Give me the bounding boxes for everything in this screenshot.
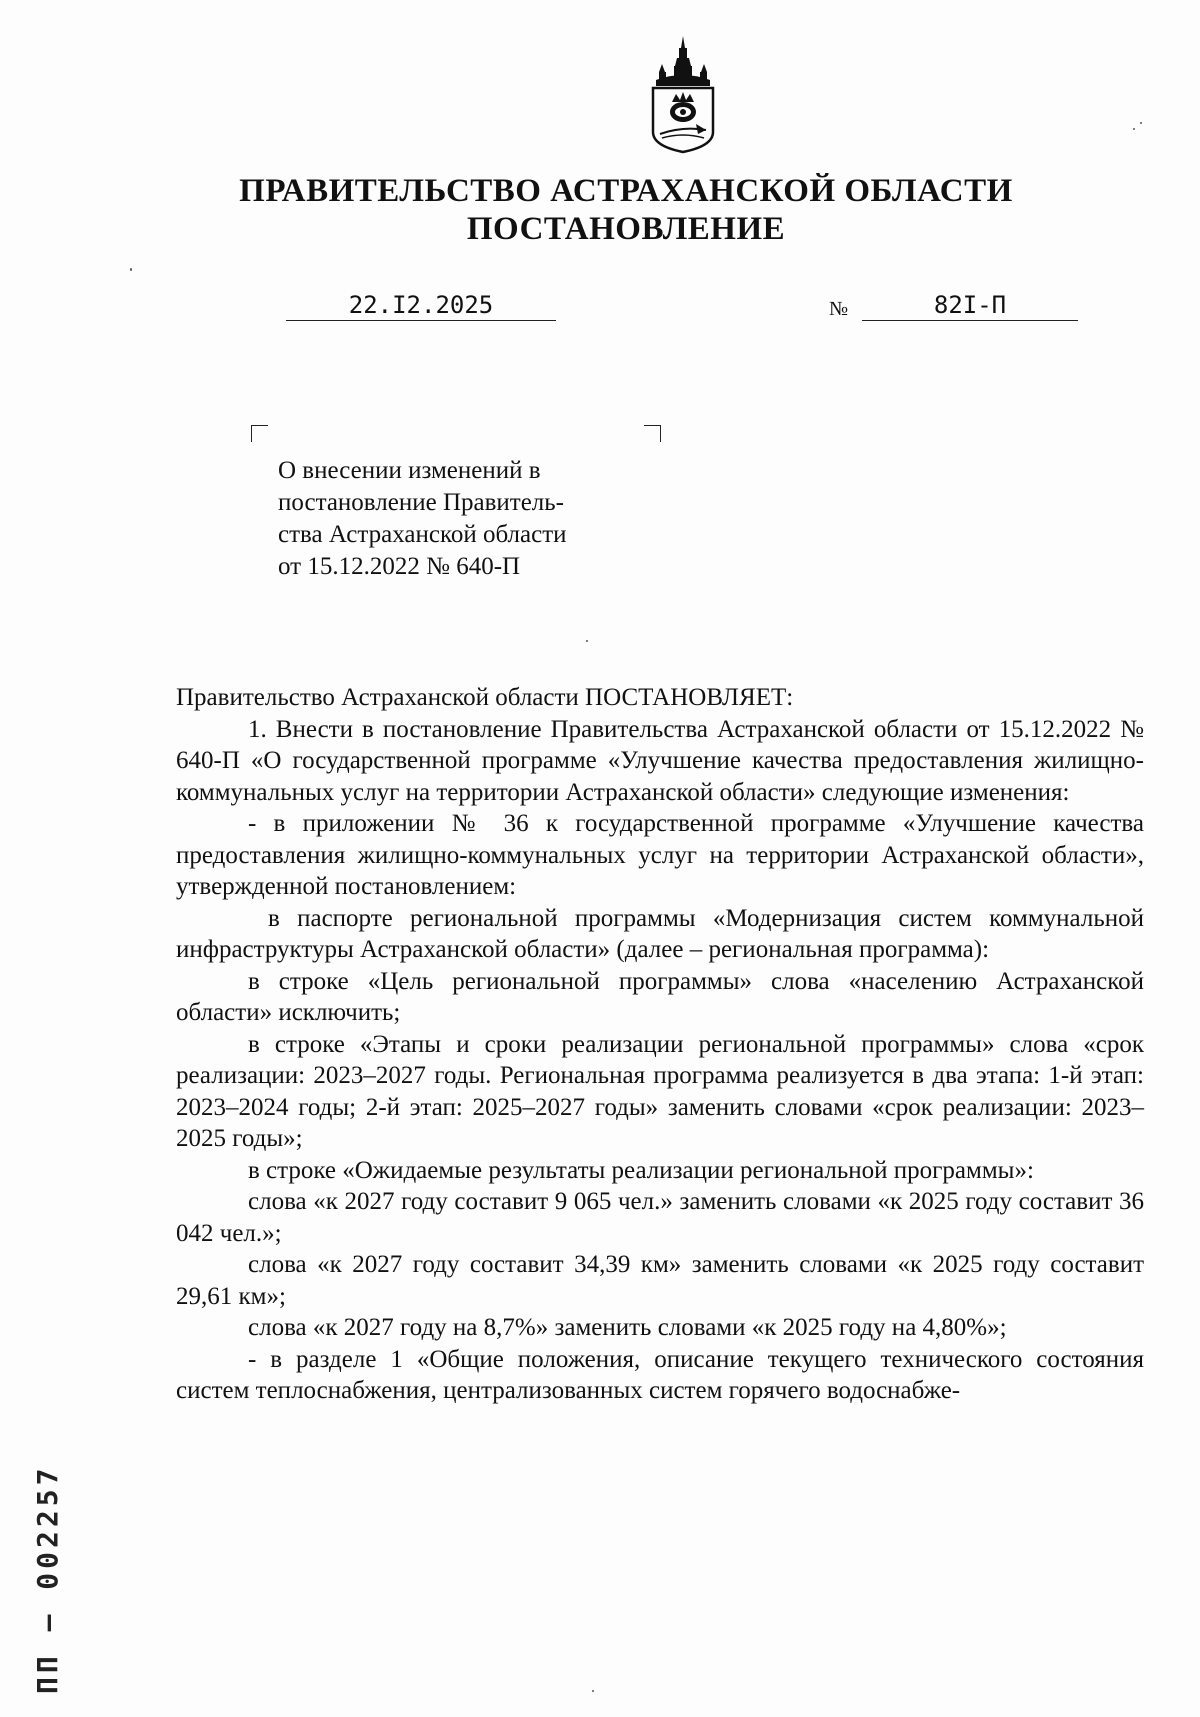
body-paragraph: Правительство Астраханской области ПОСТАНОВЛЯЕТ:: [176, 684, 794, 711]
body-paragraph: в строке «Ожидаемые результаты реализации региональной программы»:: [248, 1156, 1034, 1184]
document-type-title: ПОСТАНОВЛЕНИЕ: [466, 211, 786, 247]
coat-of-arms-emblem: [648, 34, 718, 154]
scan-speck: [130, 268, 132, 271]
body-paragraph: в строке «Этапы и сроки реализации региональной программы» слова «срок реализации: 2023–2027 годы. Региональная программа реализуется в два этапа: 1-й этап: 2023–2024 годы; 2-й этап: 2025–2027 годы» заменить словами «срок реализации: 2023–2025 годы»;: [176, 1030, 1144, 1152]
body-paragraph: в паспорте региональной программы «Модернизация систем коммунальной инфраструктуры Астраханской области» (далее – региональная программа):: [176, 904, 1144, 963]
document-subject: О внесении изменений в постановление Правитель- ства Астраханской области от 15.12.2022 № 640-П: [278, 457, 567, 580]
body-paragraph: слова «к 2027 году на 8,7%» заменить словами «к 2025 году на 4,80%»;: [248, 1314, 1007, 1341]
scan-speck: [1133, 128, 1135, 130]
scan-speck: [586, 640, 588, 642]
body-paragraph: в строке «Цель региональной программы» слова «населению Астраханской области» исключить;: [176, 967, 1144, 1026]
body-paragraph: слова «к 2027 году составит 9 065 чел.» заменить словами «к 2025 году составит 36 042 чел.»;: [176, 1188, 1144, 1247]
scan-speck: [1140, 122, 1142, 124]
number-sign: №: [829, 298, 849, 320]
document-number: 82I-П: [862, 290, 1078, 321]
government-title: ПРАВИТЕЛЬСТВО АСТРАХАНСКОЙ ОБЛАСТИ: [239, 173, 1013, 209]
subject-bracket-right: [644, 425, 661, 442]
serial-number: ПП – 002257: [31, 1464, 64, 1694]
subject-bracket-left: [251, 425, 268, 442]
body-paragraph: слова «к 2027 году составит 34,39 км» заменить словами «к 2025 году составит 29,61 км»;: [176, 1251, 1144, 1310]
document-body: [176, 682, 1144, 1407]
document-date: 22.I2.2025: [286, 290, 556, 321]
scan-speck: [592, 1690, 594, 1692]
body-paragraph: 1. Внести в постановление Правительства Астраханской области от 15.12.2022 № 640-П «О государственной программе «Улучшение качества предоставления жилищно-коммунальных услуг на территории Астраханской области» следующие изменения:: [176, 715, 1144, 806]
body-paragraph: - в приложении № 36 к государственной программе «Улучшение качества предоставления жилищно-коммунальных услуг на территории Астраханской области», утвержденной постановлением:: [176, 810, 1144, 900]
body-paragraph: - в разделе 1 «Общие положения, описание текущего технического состояния систем теплоснабжения, централизованных систем горячего водоснабже-: [176, 1345, 1144, 1404]
